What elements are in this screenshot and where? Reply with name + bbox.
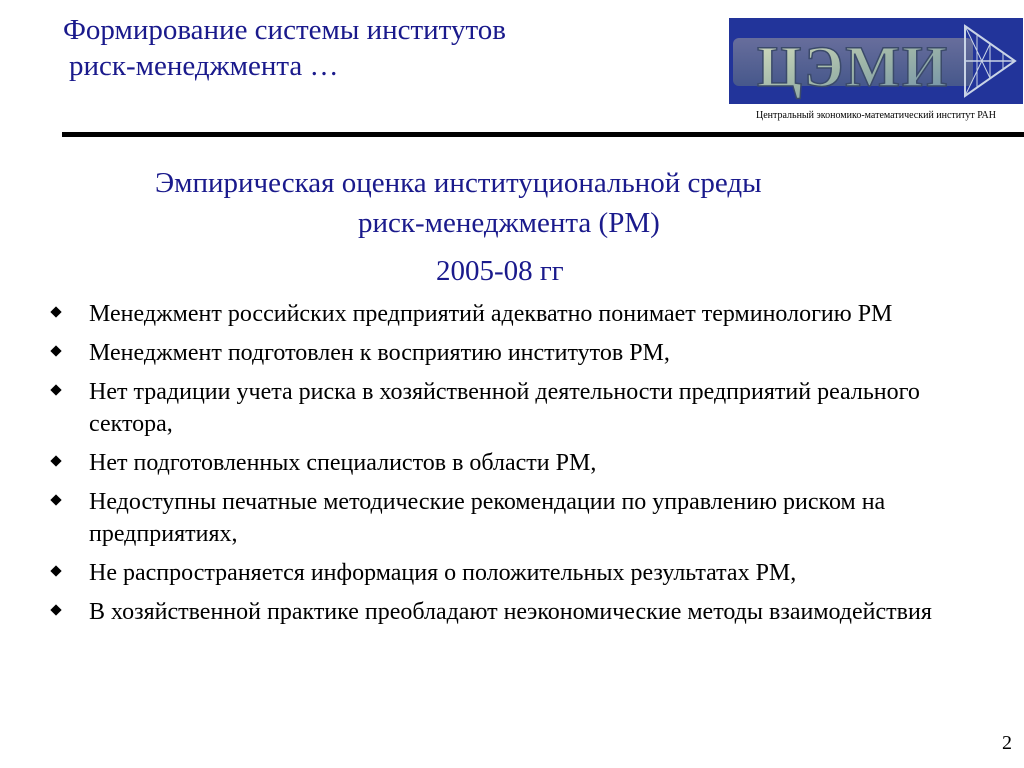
section-heading-period: 2005-08 гг [436,255,564,287]
bullet-diamond-icon [50,565,61,576]
page-number: 2 [1002,732,1012,754]
bullet-diamond-icon [50,604,61,615]
bullet-diamond-icon [50,306,61,317]
list-item-text: В хозяйственной практике преобладают неэкономические методы взаимодействия [89,599,932,625]
list-item [48,486,978,550]
section-heading-line1: Эмпирическая оценка институциональной среды [155,167,762,199]
slide-title-line1: Формирование системы институтов [63,14,506,46]
bullet-diamond-icon [50,384,61,395]
list-item [48,298,978,330]
header-divider [62,132,1024,137]
list-item-text: Нет подготовленных специалистов в области РМ, [89,450,597,476]
list-item-text: Менеджмент российских предприятий адекватно понимает терминологию РМ [89,301,893,327]
slide-title [63,12,506,84]
section-heading-line2: риск-менеджмента (РМ) [358,207,660,239]
list-item-text: Недоступны печатные методические рекомендации по управлению риском на предприятиях, [89,489,886,547]
list-item [48,447,978,479]
bullet-diamond-icon [50,345,61,356]
logo-wordmark: ЦЭМИ [756,34,950,99]
list-item-text: Нет традиции учета риска в хозяйственной деятельности предприятий реального сектора, [89,379,920,437]
bullet-diamond-icon [50,494,61,505]
list-item [48,376,978,440]
list-item-text: Менеджмент подготовлен к восприятию институтов РМ, [89,340,670,366]
bullet-diamond-icon [50,455,61,466]
institute-logo [729,18,1023,104]
logo-caption: Центральный экономико-математический институт РАН [756,110,996,121]
slide-title-line2: риск-менеджмента … [69,50,339,82]
list-item-text: Не распространяется информация о положительных результатах РМ, [89,560,797,586]
list-item [48,337,978,369]
findings-list [48,298,978,635]
logo-graphic [729,18,1023,104]
list-item [48,596,978,628]
list-item [48,557,978,589]
